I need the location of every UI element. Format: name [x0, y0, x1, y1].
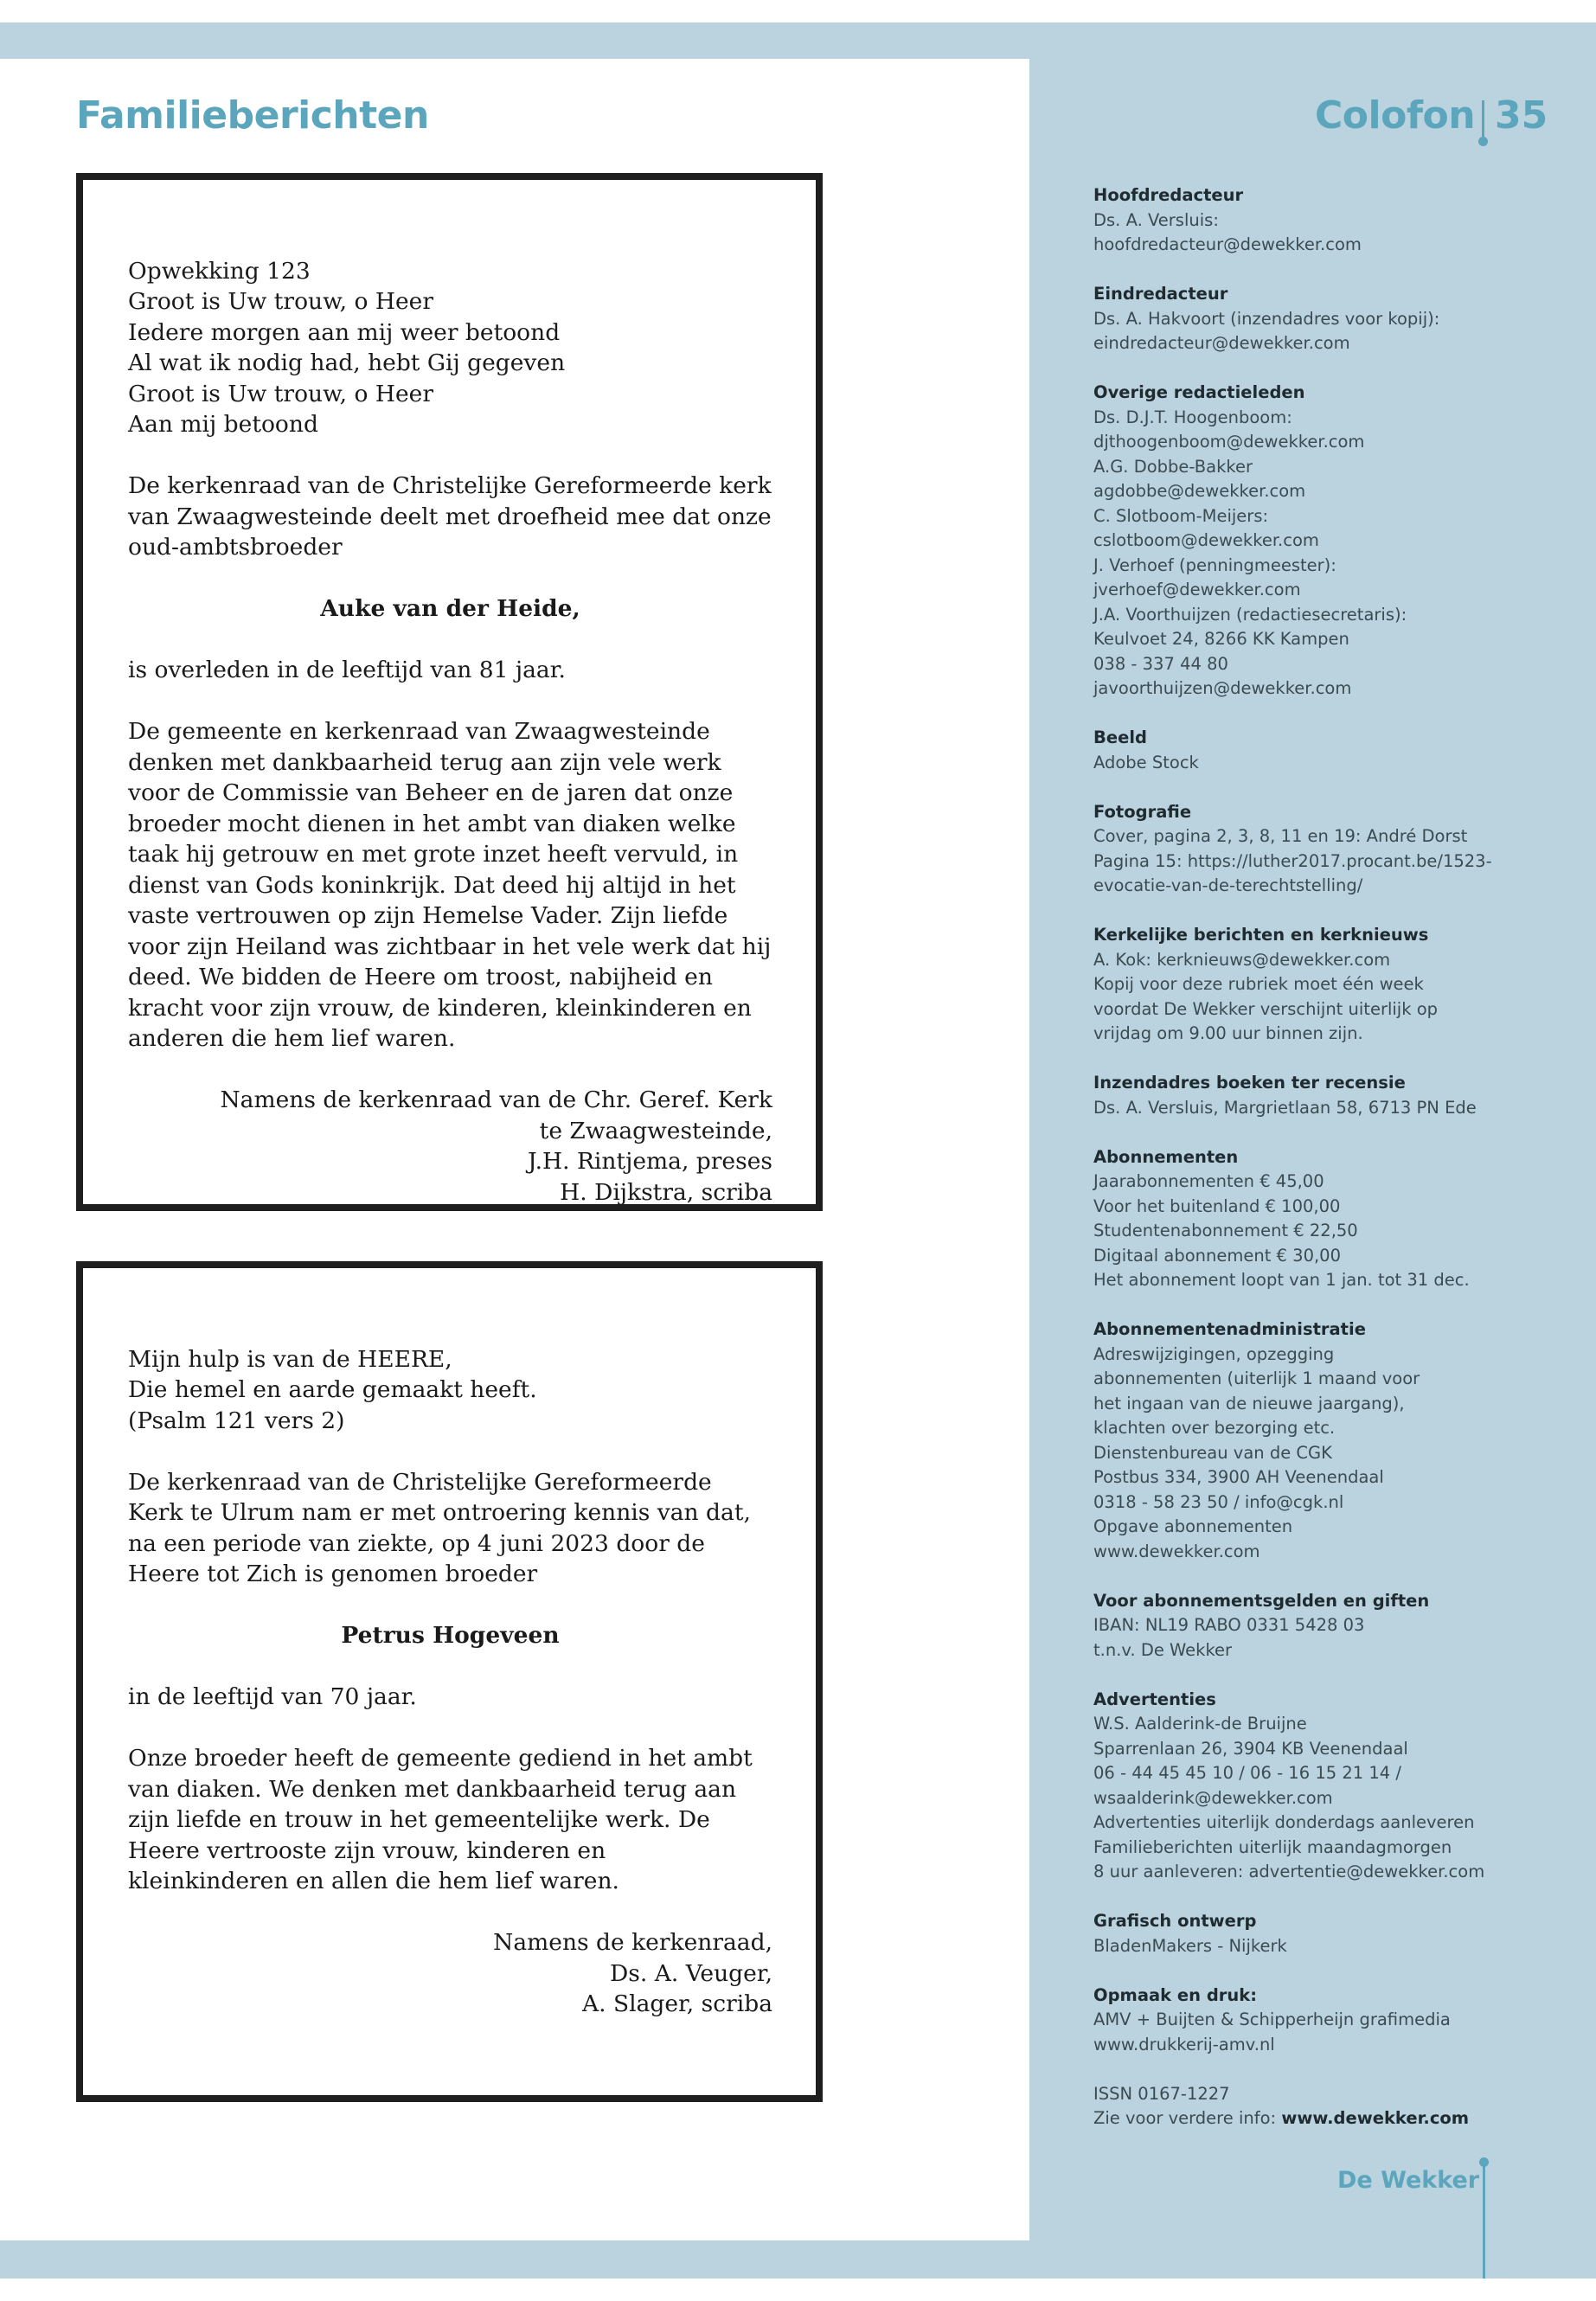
colofon-line: Sparrenlaan 26, 3904 KB Veenendaal — [1093, 1738, 1408, 1759]
signature-line: H. Dijkstra, scriba — [560, 1178, 772, 1206]
colofon-line: J. Verhoef (penningmeester): — [1093, 554, 1336, 575]
colofon-line: www.drukkerij-amv.nl — [1093, 2034, 1275, 2054]
notice-age: is overleden in de leeftijd van 81 jaar. — [128, 657, 566, 683]
colofon-line: A. Kok: kerknieuws@dewekker.com — [1093, 949, 1391, 970]
death-notice — [76, 1261, 823, 2102]
colofon-line: t.n.v. De Wekker — [1093, 1639, 1233, 1660]
colofon-line: Ds. A. Versluis, Margrietlaan 58, 6713 PN Ede — [1093, 1097, 1477, 1118]
verse-line: Aan mij betoond — [128, 411, 318, 438]
colofon-heading: Advertenties — [1093, 1689, 1216, 1709]
colofon-heading: Hoofdredacteur — [1093, 185, 1244, 205]
colofon-heading: Kerkelijke berichten en kerknieuws — [1093, 925, 1429, 945]
colofon-line: het ingaan van de nieuwe jaargang), — [1093, 1393, 1405, 1413]
colofon-heading: Inzendadres boeken ter recensie — [1093, 1073, 1406, 1093]
colofon-line: Ds. D.J.T. Hoogenboom: — [1093, 407, 1292, 427]
colofon-block — [1093, 381, 1578, 702]
colofon-title: Colofon — [1315, 93, 1476, 138]
colofon-line: djthoogenboom@dewekker.com — [1093, 432, 1365, 452]
death-notice — [76, 173, 823, 1211]
colofon-block — [1093, 1909, 1578, 1958]
verse-line: Groot is Uw trouw, o Heer — [128, 380, 434, 407]
colofon-line: Opgave abonnementen — [1093, 1516, 1293, 1536]
top-margin — [0, 0, 1596, 22]
colofon-line: 8 uur aanleveren: advertentie@dewekker.com — [1093, 1862, 1485, 1881]
header-divider-dot — [1478, 137, 1488, 146]
colofon-line: W.S. Aalderink-de Bruijne — [1093, 1714, 1307, 1734]
colofon-line: Adobe Stock — [1093, 752, 1199, 772]
colofon-line: Digitaal abonnement € 30,00 — [1093, 1245, 1341, 1266]
notice-signature — [128, 1927, 772, 2020]
colofon-line: 038 - 337 44 80 — [1093, 653, 1228, 674]
colofon-line: voordat De Wekker verschijnt uiterlijk op — [1093, 998, 1439, 1019]
colofon-line: www.dewekker.com — [1093, 1541, 1260, 1561]
colofon-line: J.A. Voorthuijzen (redactiesecretaris): — [1093, 604, 1407, 625]
colofon-heading: Eindredacteur — [1093, 284, 1228, 304]
signature-line: te Zwaagwesteinde, — [539, 1117, 772, 1144]
colofon-line: Kopij voor deze rubriek moet één week — [1093, 974, 1424, 994]
colofon-block — [1093, 1071, 1578, 1120]
colofon-block — [1093, 1317, 1578, 1564]
colofon-line: IBAN: NL19 RABO 0331 5428 03 — [1093, 1615, 1365, 1635]
colofon-line: 0318 - 58 23 50 / info@cgk.nl — [1093, 1491, 1344, 1512]
footer-divider — [1483, 2163, 1485, 2279]
verse-line: Opwekking 123 — [128, 257, 311, 285]
colofon-line: abonnementen (uiterlijk 1 maand voor — [1093, 1368, 1420, 1388]
colofon-line: Postbus 334, 3900 AH Veenendaal — [1093, 1467, 1384, 1487]
colofon-heading: Voor abonnementsgelden en giften — [1093, 1590, 1430, 1611]
signature-line: J.H. Rintjema, preses — [528, 1148, 772, 1175]
colofon-line: javoorthuijzen@dewekker.com — [1093, 678, 1352, 698]
colofon-heading: Fotografie — [1093, 801, 1192, 822]
signature-line: Ds. A. Veuger, — [610, 1959, 772, 1987]
colofon-heading: Abonnementenadministratie — [1093, 1319, 1366, 1339]
notice-signature — [128, 1085, 772, 1208]
verse-line: Groot is Uw trouw, o Heer — [128, 288, 434, 315]
colofon-block — [1093, 183, 1578, 258]
colofon-line: C. Slotboom-Meijers: — [1093, 505, 1269, 526]
info-line — [1093, 2106, 1578, 2131]
deceased-name: Auke van der Heide, — [320, 595, 580, 622]
colofon-line: Ds. A. Hakvoort (inzendadres voor kopij): — [1093, 308, 1440, 329]
colofon-line: Dienstenbureau van de CGK — [1093, 1442, 1332, 1463]
colofon-block — [1093, 1589, 1578, 1663]
notice-age: in de leeftijd van 70 jaar. — [128, 1683, 417, 1710]
colofon-line: eindredacteur@dewekker.com — [1093, 333, 1350, 353]
signature-line: Namens de kerkenraad, — [493, 1929, 772, 1956]
colofon-line: wsaalderink@dewekker.com — [1093, 1787, 1333, 1808]
section-title: Familieberichten — [76, 93, 429, 138]
colofon-line: Studentenabonnement € 22,50 — [1093, 1221, 1358, 1240]
colofon-line: Jaarabonnementen € 45,00 — [1093, 1171, 1324, 1191]
colofon-line: Ds. A. Versluis: — [1093, 209, 1219, 230]
colofon-line: vrijdag om 9.00 uur binnen zijn. — [1093, 1023, 1363, 1043]
header-divider — [1482, 100, 1484, 140]
bottom-margin — [0, 2279, 1596, 2301]
colofon-line: cslotboom@dewekker.com — [1093, 530, 1319, 550]
colofon-block — [1093, 726, 1578, 775]
colofon-list — [1093, 183, 1578, 2131]
colofon-line: Advertenties uiterlijk donderdags aanleveren — [1093, 1812, 1475, 1832]
colofon-block — [1093, 1145, 1578, 1293]
colofon-line: Pagina 15: https://luther2017.procant.be/1523- — [1093, 850, 1492, 871]
colofon-line: Keulvoet 24, 8266 KK Kampen — [1093, 629, 1349, 649]
colofon-block — [1093, 1688, 1578, 1885]
colofon-line: BladenMakers - Nijkerk — [1093, 1935, 1287, 1956]
signature-line: A. Slager, scriba — [581, 1990, 772, 2017]
colofon-line: Het abonnement loopt van 1 jan. tot 31 dec. — [1093, 1270, 1470, 1290]
info-prefix: Zie voor verdere info: — [1093, 2108, 1282, 2128]
colofon-block — [1093, 923, 1578, 1047]
colofon-line: evocatie-van-de-terechtstelling/ — [1093, 875, 1363, 895]
issn-line: ISSN 0167-1227 — [1093, 2083, 1230, 2104]
colofon-heading: Overige redactieleden — [1093, 382, 1305, 402]
colofon-line: jverhoef@dewekker.com — [1093, 580, 1301, 599]
verse-line: Al wat ik nodig had, hebt Gij gegeven — [128, 349, 566, 376]
notice-intro: De kerkenraad van de Christelijke Gereformeerde Kerk te Ulrum nam er met ontroering kennis van dat, na een periode van ziekte, op 4 juni 2023 door de Heere tot Zich is genomen broeder — [128, 1468, 751, 1587]
verse-line: Die hemel en aarde gemaakt heeft. — [128, 1376, 537, 1403]
colofon-block — [1093, 800, 1578, 899]
colofon-line: Familieberichten uiterlijk maandagmorgen — [1093, 1836, 1452, 1857]
colofon-line: Adreswijzigingen, opzegging — [1093, 1343, 1335, 1364]
colofon-block — [1093, 282, 1578, 356]
footer-brand: De Wekker — [1337, 2167, 1480, 2194]
notice-body: De gemeente en kerkenraad van Zwaagwesteinde denken met dankbaarheid terug aan zijn vele werk voor de Commissie van Beheer en de jaren dat onze broeder mocht dienen in het ambt van diaken welke taak hij getrouw en met grote inzet heeft vervuld, in dienst van Gods koninkrijk. Dat deed hij altijd in het vaste vertrouwen op zijn Hemelse Vader. Zijn liefde voor zijn Heiland was zichtbaar in het vele werk dat hij deed. We bidden de Heere om troost, nabijheid en kracht voor zijn vrouw, de kinderen, kleinkinderen en anderen die hem lief waren. — [128, 718, 772, 1052]
colofon-line: Voor het buitenland € 100,00 — [1093, 1195, 1341, 1216]
colofon-line: klachten over bezorging etc. — [1093, 1418, 1336, 1438]
colofon-heading: Beeld — [1093, 727, 1147, 747]
colofon-footer — [1093, 2082, 1578, 2131]
colofon-heading: Abonnementen — [1093, 1146, 1239, 1167]
colofon-line: A.G. Dobbe-Bakker — [1093, 456, 1253, 477]
colofon-heading: Grafisch ontwerp — [1093, 1911, 1257, 1931]
signature-line: Namens de kerkenraad van de Chr. Geref. Kerk — [220, 1086, 772, 1113]
colofon-line: Cover, pagina 2, 3, 8, 11 en 19: André Dorst — [1093, 826, 1468, 846]
verse-line: (Psalm 121 vers 2) — [128, 1407, 345, 1434]
colofon-line: agdobbe@dewekker.com — [1093, 481, 1306, 501]
verse-line: Iedere morgen aan mij weer betoond — [128, 318, 561, 346]
notice-intro: De kerkenraad van de Christelijke Gereformeerde kerk van Zwaagwesteinde deelt met droefheid mee dat onze oud-ambtsbroeder — [128, 472, 772, 561]
website-link[interactable]: www.dewekker.com — [1281, 2108, 1470, 2128]
notice-body: Onze broeder heeft de gemeente gediend in het ambt van diaken. We denken met dankbaarheid terug aan zijn liefde en trouw in het gemeentelijke werk. De Heere vertrooste zijn vrouw, kinderen en kleinkinderen en allen die hem lief waren. — [128, 1745, 753, 1894]
deceased-name: Petrus Hogeveen — [341, 1622, 560, 1649]
colofon-line: AMV + Buijten & Schipperheijn grafimedia — [1093, 2009, 1451, 2029]
colofon-block — [1093, 1984, 1578, 2058]
page-number: 35 — [1495, 93, 1548, 138]
colofon-line: 06 - 44 45 45 10 / 06 - 16 15 21 14 / — [1093, 1763, 1401, 1783]
colofon-heading: Opmaak en druk: — [1093, 1984, 1258, 2005]
colofon-line: hoofdredacteur@dewekker.com — [1093, 234, 1362, 254]
verse-line: Mijn hulp is van de HEERE, — [128, 1345, 452, 1373]
